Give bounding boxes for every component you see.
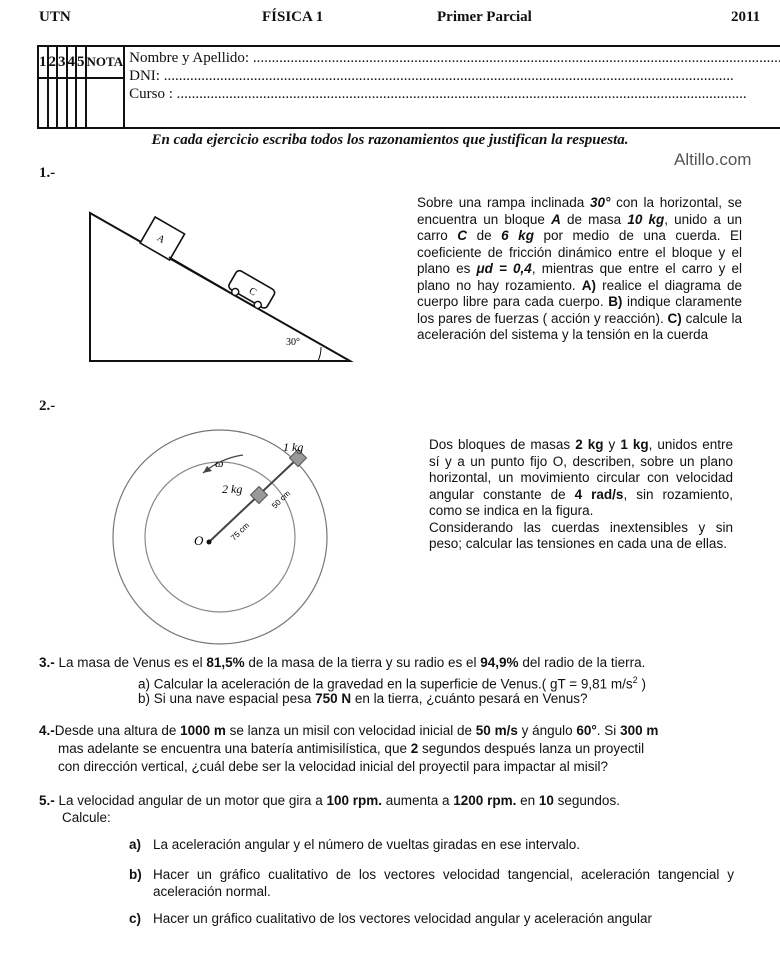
- grade-cell-1[interactable]: [38, 78, 48, 128]
- ramp-diagram: [80, 195, 360, 367]
- origin-label: O: [194, 533, 204, 548]
- q5-item-c: [129, 910, 734, 946]
- q4-line-2: mas adelante se encuentra una batería antimisilística, que 2 segundos después lanza un proyectil: [58, 741, 645, 756]
- radius-75-label: 75 cm: [229, 520, 252, 543]
- grade-col-4: 4: [67, 46, 77, 78]
- omega-label: ω: [215, 456, 224, 470]
- q4-line-3: con dirección vertical, ¿cuál debe ser la velocidad inicial del proyectil para impactar al misil?: [58, 759, 608, 774]
- q5-statement: 5.- La velocidad angular de un motor que gira a 100 rpm. aumenta a 1200 rpm. en 10 segundos.: [39, 793, 620, 808]
- q5-item-b-text: Hacer un gráfico cualitativo de los vectores velocidad tangencial, aceleración tangencial y aceleración normal.: [153, 867, 734, 899]
- subject-title: FÍSICA 1: [262, 9, 324, 25]
- rope: [169, 257, 226, 290]
- grade-cell-4[interactable]: [67, 78, 77, 128]
- q3-part-a: a) Calcular la aceleración de la gravedad en la superficie de Venus.( gT = 9,81 $m/s^2$ ): [138, 675, 646, 692]
- q5-item-a-text: La aceleración angular y el número de vueltas giradas en ese intervalo.: [153, 837, 581, 852]
- institution: UTN: [39, 9, 71, 25]
- q5-item-a: [129, 836, 734, 856]
- cart-c: [226, 269, 276, 312]
- q2-statement: Dos bloques de masas 2 kg y 1 kg, unidos entre sí y a un punto fijo O, describen, sobre un plano horizontal, un movimiento circular con velocidad angular constante de 4 rad/s, sin rozamiento, como se indica en la figura. Considerando las cuerdas inextensibles y sin peso; calcular las tensiones en cada una de ellas.: [429, 437, 734, 551]
- q5-item-c-text: Hacer un gráfico cualitativo de los vectores velocidad angular y aceleración angular: [153, 911, 653, 926]
- block-a: [140, 217, 184, 260]
- dni-label: DNI:: [129, 68, 160, 84]
- grade-col-nota: NOTA: [86, 46, 125, 78]
- q3-part-b: b) Si una nave espacial pesa 750 N en la tierra, ¿cuánto pesará en Venus?: [138, 691, 588, 706]
- name-field[interactable]: [129, 49, 780, 67]
- grade-col-2: 2: [48, 46, 58, 78]
- instructions: En cada ejercicio escriba todos los razonamientos que justifican la respuesta.: [151, 132, 629, 148]
- cart-c-label: C: [246, 285, 259, 299]
- watermark: Altillo.com: [674, 150, 752, 169]
- grade-col-5: 5: [76, 46, 86, 78]
- angle-label: 30°: [286, 337, 300, 348]
- q5-item-b: [129, 866, 734, 902]
- year: 2011: [731, 9, 761, 25]
- q3-statement: 3.- La masa de Venus es el 81,5% de la masa de la tierra y su radio es el 94,9% del radio de la tierra.: [39, 655, 646, 670]
- radius-50-label: 50 cm: [270, 488, 293, 511]
- circular-motion-diagram: [95, 425, 405, 645]
- q1-number: 1.-: [39, 165, 56, 181]
- dni-field[interactable]: [129, 67, 780, 85]
- student-info: [124, 46, 780, 128]
- pivot-o: [207, 540, 212, 545]
- q5-item-a-label: a): [129, 837, 142, 852]
- mass-1kg-label: 1 kg: [283, 440, 304, 454]
- inner-circle: [145, 462, 295, 612]
- q5-calcule: Calcule:: [62, 810, 111, 825]
- q5-item-c-label: c): [129, 911, 142, 926]
- exam-title: Primer Parcial: [437, 9, 532, 25]
- name-label: Nombre y Apellido:: [129, 50, 250, 66]
- grading-table: [37, 45, 780, 129]
- q5-item-b-label: b): [129, 867, 142, 882]
- grade-cell-5[interactable]: [76, 78, 86, 128]
- grade-col-3: 3: [57, 46, 67, 78]
- grade-cell-nota[interactable]: [86, 78, 125, 128]
- q2-number: 2.-: [39, 398, 56, 414]
- mass-2kg-label: 2 kg: [222, 482, 243, 496]
- grade-col-1: 1: [38, 46, 48, 78]
- course-label: Curso :: [129, 86, 173, 102]
- block-a-label: A: [154, 232, 167, 246]
- q4-statement: 4.-Desde una altura de 1000 m se lanza un misil con velocidad inicial de 50 m/s y ángulo 60°. Si 300 m: [39, 723, 659, 738]
- grade-cell-2[interactable]: [48, 78, 58, 128]
- q1-statement: Sobre una rampa inclinada 30° con la horizontal, se encuentra un bloque A de masa 10 kg, unido a un carro C de 6 kg por medio de una cuerda. El coeficiente de fricción dinámico entre el bloque y el plano es μd = 0,4, mientras que entre el carro y el plano no hay rozamiento. A) realice el diagrama de cuerpo libre para cada cuerpo. B) indique claramente los pares de fuerzas ( acción y reacción). C) calcule la aceleración del sistema y la tensión en la cuerda: [417, 195, 743, 342]
- course-field[interactable]: [129, 85, 780, 103]
- grade-cell-3[interactable]: [57, 78, 67, 128]
